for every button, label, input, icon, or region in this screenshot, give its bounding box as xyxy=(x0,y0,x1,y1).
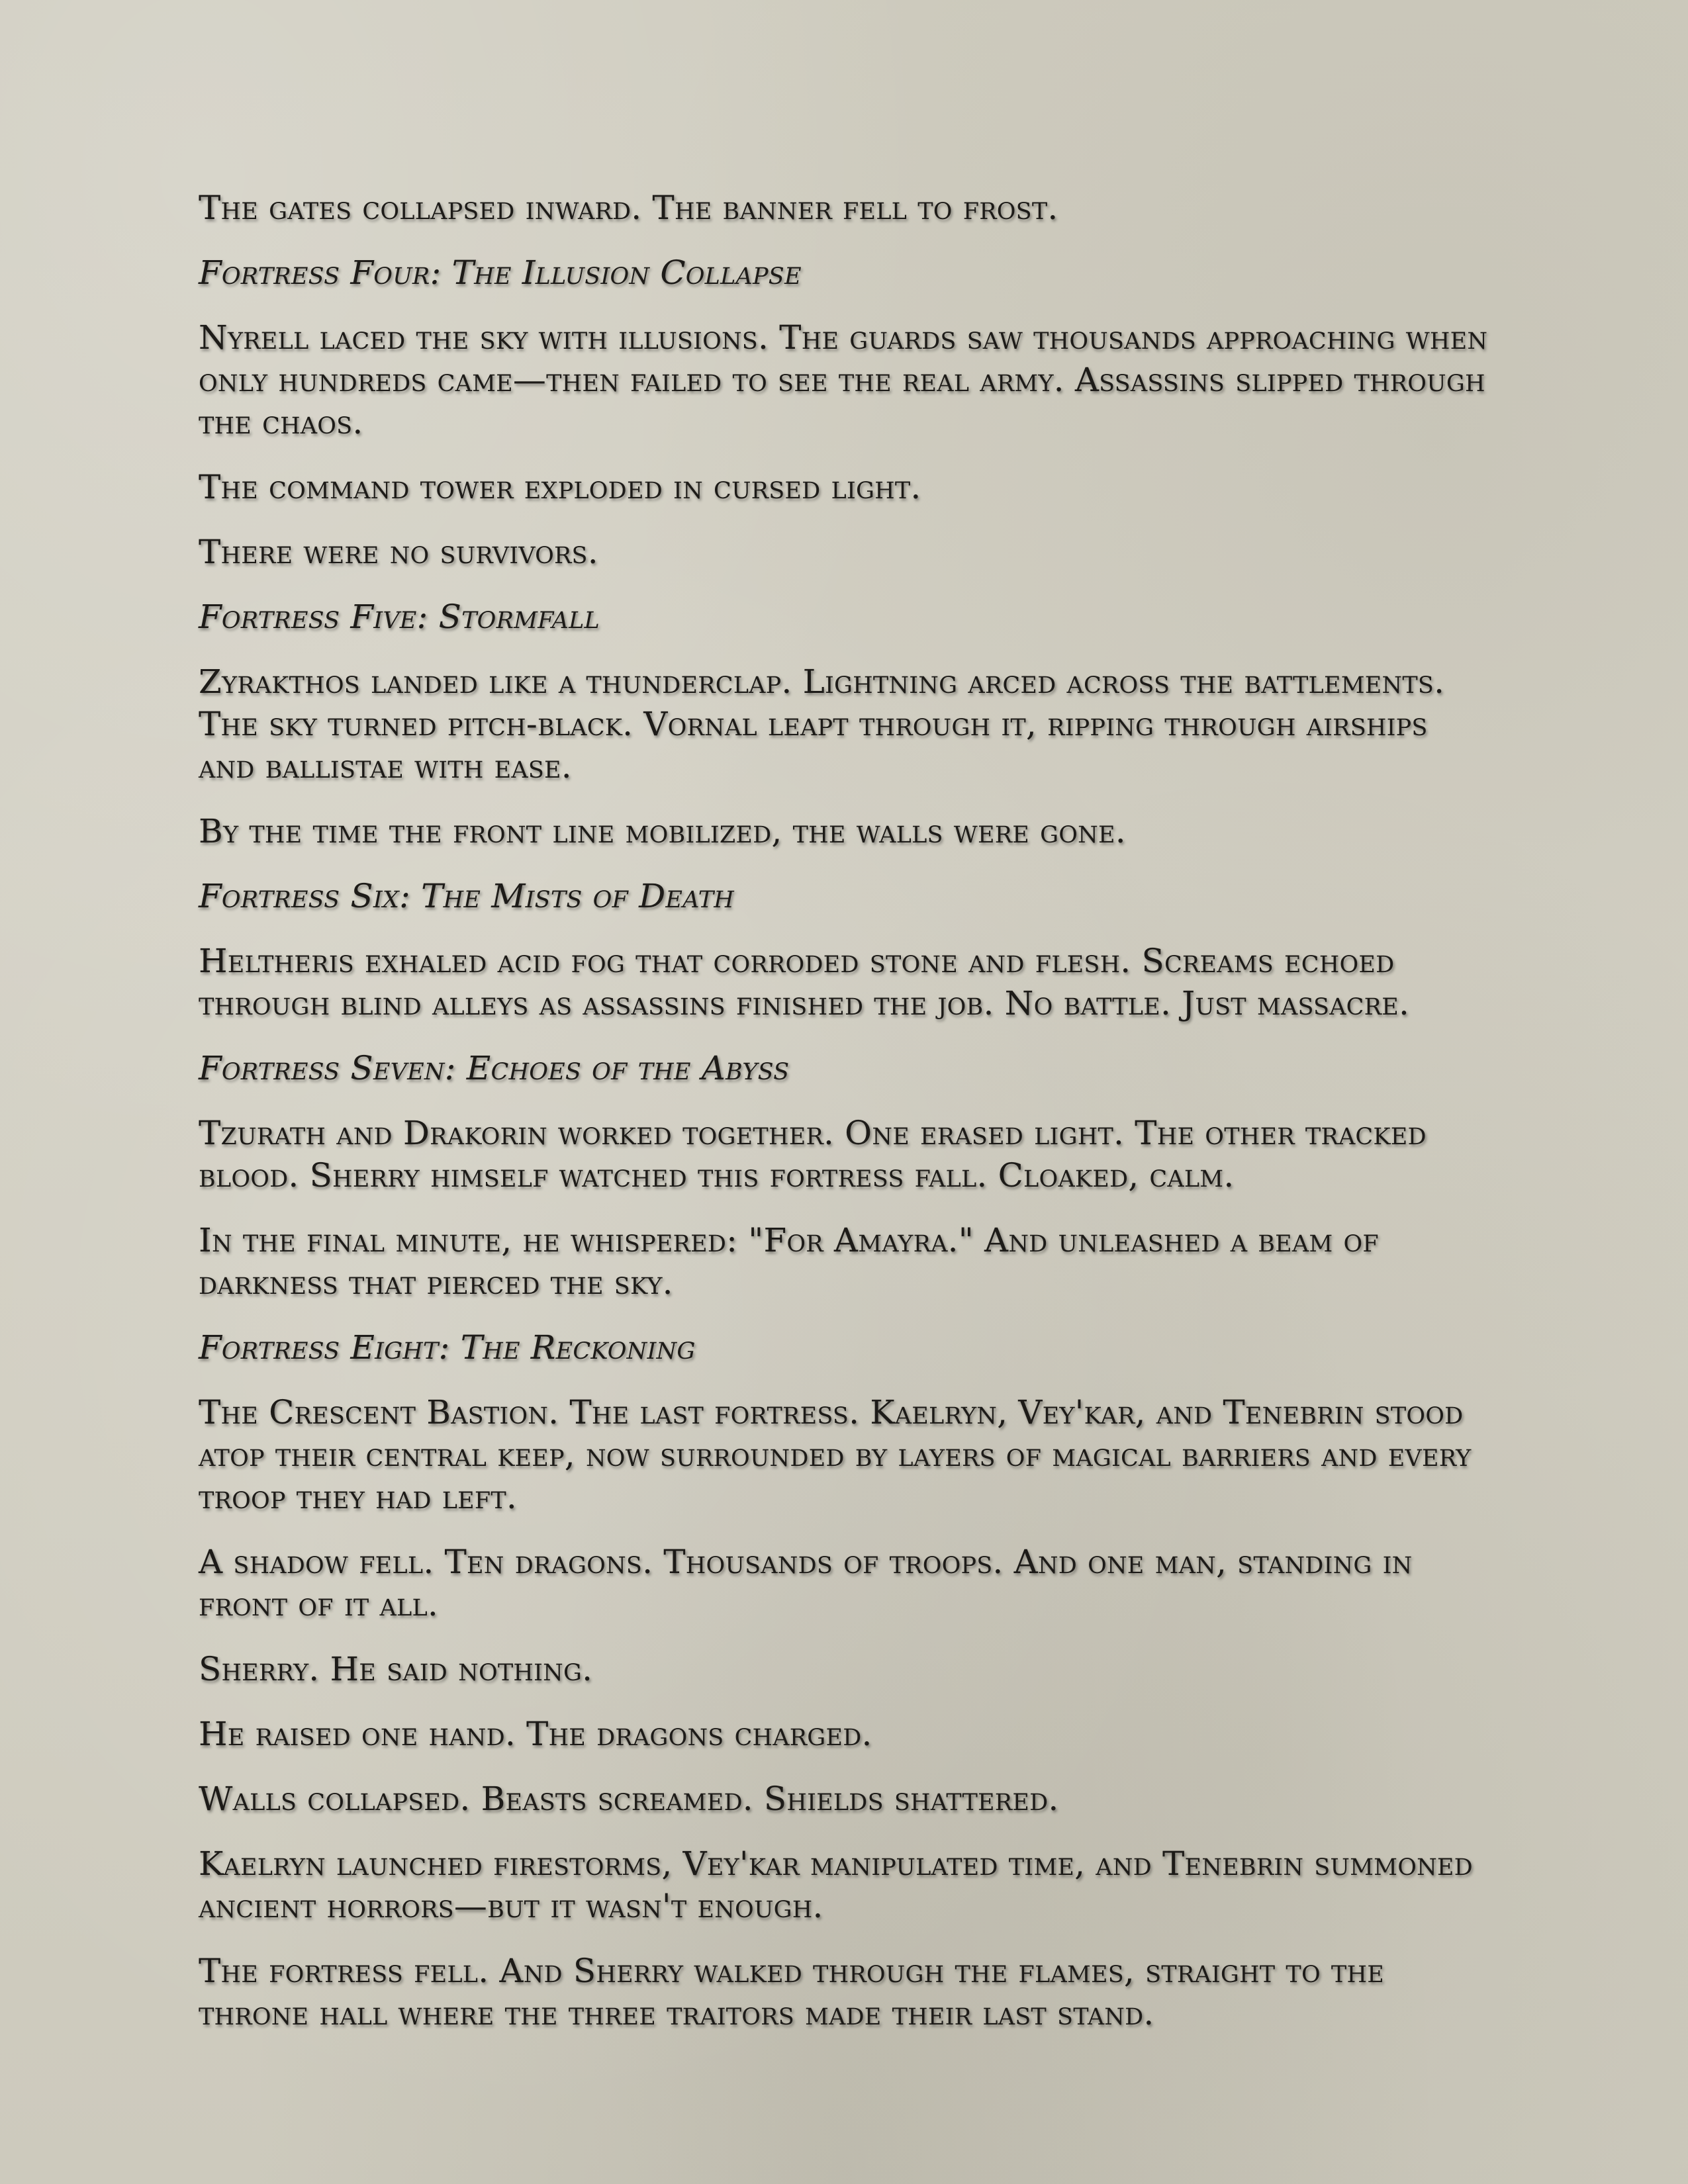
paragraph: There were no survivors. xyxy=(199,533,598,571)
paragraph: Sherry. He said nothing. xyxy=(199,1650,593,1688)
paragraph: A shadow fell. Ten dragons. Thousands of troops. And one man, standing in front of it all. xyxy=(199,1543,1413,1623)
paragraph: The command tower exploded in cursed light. xyxy=(199,468,921,506)
section-heading: Fortress Seven: Echoes of the Abyss xyxy=(199,1049,790,1087)
document-page xyxy=(199,187,1489,2057)
section-heading: Fortress Four: The Illusion Collapse xyxy=(199,253,802,292)
paragraph: Nyrell laced the sky with illusions. The guards saw thousands approaching when only hundreds came—then failed to see the real army. Assassins slipped through the chaos. xyxy=(199,318,1488,441)
paragraph: By the time the front line mobilized, the walls were gone. xyxy=(199,812,1126,850)
paragraph: Kaelryn launched firestorms, Vey'kar manipulated time, and Tenebrin summoned ancient horrors—but it wasn't enough. xyxy=(199,1844,1473,1925)
paragraph: Tzurath and Drakorin worked together. One erased light. The other tracked blood. Sherry himself watched this fortress fall. Cloaked, calm. xyxy=(199,1114,1427,1195)
paragraph: Walls collapsed. Beasts screamed. Shields shattered. xyxy=(199,1780,1059,1818)
section-heading: Fortress Six: The Mists of Death xyxy=(199,877,735,915)
paragraph: The Crescent Bastion. The last fortress. Kaelryn, Vey'kar, and Tenebrin stood atop their central keep, now surrounded by layers of magical barriers and every troop they had left. xyxy=(199,1393,1472,1516)
paragraph: The fortress fell. And Sherry walked through the flames, straight to the throne hall where the three traitors made their last stand. xyxy=(199,1952,1384,2032)
section-heading: Fortress Eight: The Reckoning xyxy=(199,1328,696,1367)
paragraph: Zyrakthos landed like a thunderclap. Lightning arced across the battlements. The sky turned pitch-black. Vornal leapt through it, ripping through airships and ballistae with ease. xyxy=(199,662,1445,786)
paragraph: He raised one hand. The dragons charged. xyxy=(199,1715,872,1753)
paragraph: In the final minute, he whispered: "For Amayra." And unleashed a beam of darkness that pierced the sky. xyxy=(199,1221,1379,1302)
paragraph: Heltheris exhaled acid fog that corroded stone and flesh. Screams echoed through blind alleys as assassins finished the job. No battle. Just massacre. xyxy=(199,942,1410,1023)
paragraph: The gates collapsed inward. The banner fell to frost. xyxy=(199,189,1058,227)
section-heading: Fortress Five: Stormfall xyxy=(199,598,600,636)
